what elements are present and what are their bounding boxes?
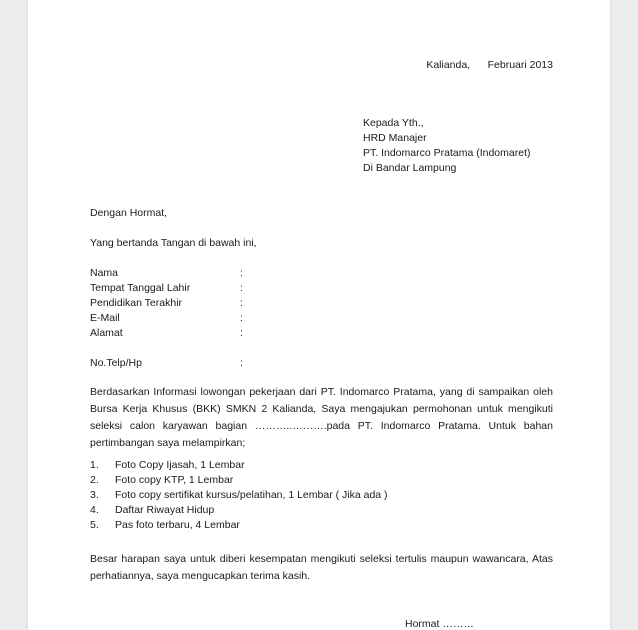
field-colon: : (240, 357, 243, 369)
list-item-number: 5. (90, 519, 99, 531)
closing-paragraph: Besar harapan saya untuk diberi kesempatan mengikuti seleksi tertulis maupun wawancara, Atas perhatiannya, saya mengucapkan terima kasih. (90, 553, 553, 582)
biodata-fields (90, 266, 553, 371)
field-row-pendidikan-terakhir (90, 296, 553, 311)
list-item (90, 503, 553, 518)
blank-line (90, 341, 553, 356)
recipient-block (363, 116, 553, 176)
field-label: Tempat Tanggal Lahir (90, 282, 191, 294)
field-row-alamat (90, 326, 553, 341)
field-colon: : (240, 312, 243, 324)
field-colon: : (240, 267, 243, 279)
field-colon: : (240, 297, 243, 309)
list-item-number: 4. (90, 504, 99, 516)
list-item-number: 1. (90, 459, 99, 471)
list-item-text: Pas foto terbaru, 4 Lembar (115, 519, 240, 531)
field-label: Nama (90, 267, 119, 279)
recipient-line-4: Di Bandar Lampung (363, 162, 457, 174)
date-line: Kalianda, Februari 2013 (426, 59, 553, 71)
field-label: Alamat (90, 327, 123, 339)
letter-page (28, 0, 610, 630)
letter-content (28, 58, 610, 585)
list-item (90, 473, 553, 488)
list-item (90, 458, 553, 473)
salutation: Dengan Hormat, (90, 207, 168, 219)
list-item-text: Daftar Riwayat Hidup (115, 504, 215, 516)
list-item-number: 2. (90, 474, 99, 486)
field-label: No.Telp/Hp (90, 357, 142, 369)
field-colon: : (240, 282, 243, 294)
list-item-text: Foto copy sertifikat kursus/pelatihan, 1 Lembar ( Jika ada ) (115, 489, 388, 501)
recipient-line-3: PT. Indomarco Pratama (Indomaret) (363, 147, 531, 159)
field-label: E-Mail (90, 312, 120, 324)
field-colon: : (240, 327, 243, 339)
attachments-list (90, 458, 553, 533)
field-row-email (90, 311, 553, 326)
signature-line: Hormat ……… (405, 618, 474, 630)
list-item (90, 488, 553, 503)
list-item-number: 3. (90, 489, 99, 501)
recipient-line-2: HRD Manajer (363, 132, 427, 144)
field-row-tempat-tanggal-lahir (90, 281, 553, 296)
field-row-no-telp-hp (90, 356, 553, 371)
intro-line: Yang bertanda Tangan di bawah ini, (90, 237, 257, 249)
field-label: Pendidikan Terakhir (90, 297, 183, 309)
list-item (90, 518, 553, 533)
list-item-text: Foto Copy Ijasah, 1 Lembar (115, 459, 245, 471)
recipient-line-1: Kepada Yth., (363, 117, 424, 129)
field-row-nama (90, 266, 553, 281)
body-paragraph: Berdasarkan Informasi lowongan pekerjaan dari PT. Indomarco Pratama, yang di sampaikan oleh Bursa Kerja Khusus (BKK) SMKN 2 Kalianda, Saya mengajukan permohonan untuk mengikuti seleksi calon karyawan bagian ………..……….pada PT. Indomarco Pratama. Untuk bahan pertimbangan saya melampirkan; (90, 386, 553, 449)
list-item-text: Foto copy KTP, 1 Lembar (115, 474, 234, 486)
